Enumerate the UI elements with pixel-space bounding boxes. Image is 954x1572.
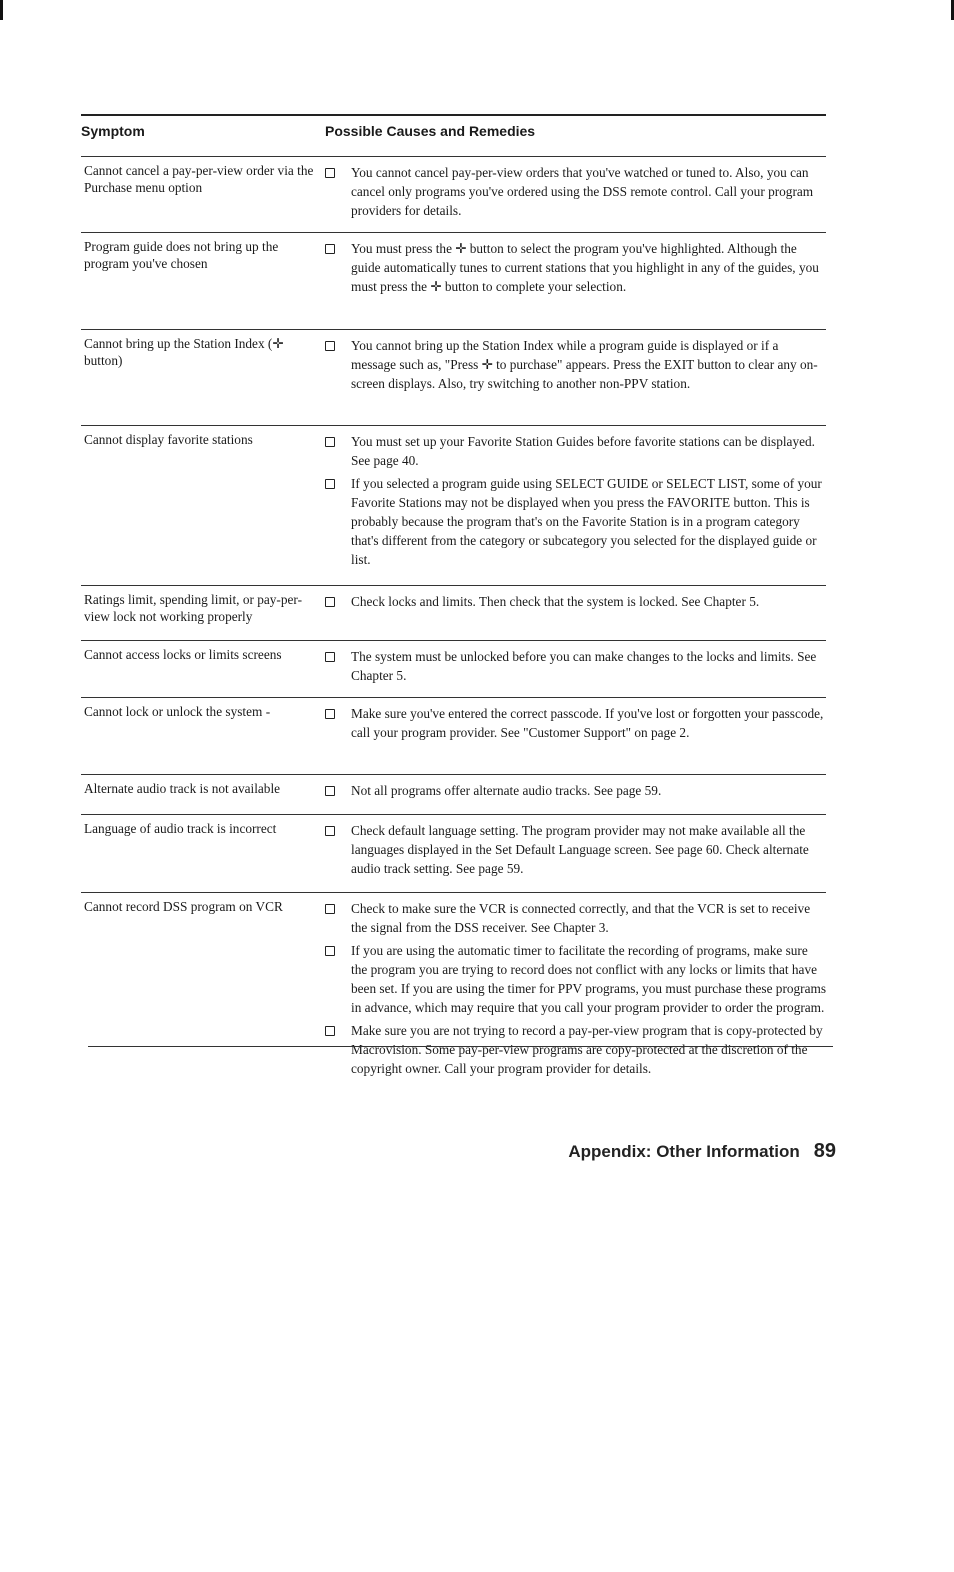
checkbox-bullet-icon — [325, 652, 335, 662]
remedies-list — [325, 821, 826, 892]
symptom-header: Symptom — [81, 123, 145, 139]
table-body — [81, 156, 826, 1122]
checkbox-bullet-icon — [325, 437, 335, 447]
table-bottom-rule — [88, 1046, 833, 1047]
checkbox-bullet-icon — [325, 904, 335, 914]
symptom-text: Program guide does not bring up the program you've chosen — [84, 239, 279, 271]
remedy-item — [325, 941, 826, 1017]
remedy-text: You must set up your Favorite Station Guides before favorite stations can be displayed. See page 40. — [351, 434, 815, 468]
table-row — [81, 585, 826, 640]
checkbox-bullet-icon — [325, 826, 335, 836]
causes-header: Possible Causes and Remedies — [325, 123, 536, 139]
symptom-text: Ratings limit, spending limit, or pay-per-view lock not working properly — [84, 592, 302, 624]
page-number: 89 — [813, 1140, 836, 1162]
table-row — [81, 329, 826, 425]
table-row — [81, 232, 826, 329]
symptom-text: Cannot bring up the Station Index (✛ button) — [84, 336, 284, 368]
checkbox-bullet-icon — [325, 341, 335, 351]
symptom-text: Cannot lock or unlock the system - — [84, 704, 271, 719]
checkbox-bullet-icon — [325, 597, 335, 607]
remedy-item — [325, 704, 826, 742]
remedies-list — [325, 899, 826, 1122]
table-row — [81, 892, 826, 1122]
table-header — [81, 114, 826, 156]
remedy-text: The system must be unlocked before you can make changes to the locks and limits. See Chapter 5. — [351, 649, 817, 683]
table-row — [81, 425, 826, 585]
page-edge-mark — [0, 0, 3, 20]
symptom-text: Cannot display favorite stations — [84, 432, 253, 447]
table-row — [81, 774, 826, 814]
table-row — [81, 156, 826, 232]
remedies-list — [325, 647, 826, 697]
remedies-list — [325, 432, 826, 585]
troubleshooting-table — [81, 114, 826, 1122]
remedy-item — [325, 239, 826, 296]
symptom-text: Cannot cancel a pay-per-view order via the Purchase menu option — [84, 163, 314, 195]
remedies-list — [325, 336, 826, 425]
remedy-text: Not all programs offer alternate audio tracks. See page 59. — [351, 783, 662, 798]
checkbox-bullet-icon — [325, 1026, 335, 1036]
remedy-text: Check to make sure the VCR is connected correctly, and that the VCR is set to receive the signal from the DSS receiver. See Chapter 3. — [351, 901, 811, 935]
remedy-item — [325, 899, 826, 937]
checkbox-bullet-icon — [325, 946, 335, 956]
symptom-text: Alternate audio track is not available — [84, 781, 281, 796]
table-row — [81, 697, 826, 774]
symptom-text: Cannot record DSS program on VCR — [84, 899, 283, 914]
checkbox-bullet-icon — [325, 479, 335, 489]
remedy-item — [325, 432, 826, 470]
checkbox-bullet-icon — [325, 786, 335, 796]
remedy-text: If you are using the automatic timer to facilitate the recording of programs, make sure the program you are trying to record does not conflict with any locks or limits that have been set. If you are using the timer for PPV programs, you must purchase these programs in advance, which may require that you call your program provider to order the program. — [351, 943, 827, 1015]
remedy-text: Make sure you are not trying to record a pay-per-view program that is copy-protected by Macrovision. Some pay-per-view programs are copy-protected at the discretion of the copyright owner. Call your program provider for details. — [351, 1023, 823, 1076]
symptom-text: Cannot access locks or limits screens — [84, 647, 282, 662]
remedies-list — [325, 163, 826, 232]
remedy-text: Check default language setting. The program provider may not make available all the languages displayed in the Set Default Language screen. See page 60. Check alternate audio track setting. See page 59. — [351, 823, 809, 876]
remedy-item — [325, 474, 826, 569]
remedies-list — [325, 704, 826, 774]
remedy-text: If you selected a program guide using SELECT GUIDE or SELECT LIST, some of your Favorite Stations may not be displayed when you press the FAVORITE button. This is probably because the program that's on the Favorite Station is in a program category that's different from the category or subcategory you selected for the displayed guide or list. — [351, 476, 822, 567]
remedy-item — [325, 821, 826, 878]
symptom-text: Language of audio track is incorrect — [84, 821, 277, 836]
remedy-text: You cannot bring up the Station Index while a program guide is displayed or if a message such as, "Press ✛ to purchase" appears. Press the EXIT button to clear any on-screen displays. Also, try switching to another non-PPV station. — [351, 338, 818, 391]
remedy-item — [325, 647, 826, 685]
remedies-list — [325, 592, 826, 640]
page-footer — [568, 1140, 836, 1163]
table-row — [81, 814, 826, 892]
checkbox-bullet-icon — [325, 168, 335, 178]
remedies-list — [325, 781, 826, 814]
checkbox-bullet-icon — [325, 244, 335, 254]
table-row — [81, 640, 826, 697]
remedy-item — [325, 336, 826, 393]
remedy-text: Make sure you've entered the correct passcode. If you've lost or forgotten your passcode, call your program provider. See "Customer Support" on page 2. — [351, 706, 824, 740]
remedy-item — [325, 781, 826, 800]
checkbox-bullet-icon — [325, 709, 335, 719]
remedy-item — [325, 1021, 826, 1078]
remedy-text: Check locks and limits. Then check that the system is locked. See Chapter 5. — [351, 594, 760, 609]
remedy-item — [325, 163, 826, 220]
remedies-list — [325, 239, 826, 329]
remedy-text: You cannot cancel pay-per-view orders that you've watched or tuned to. Also, you can cancel only programs you've ordered using the DSS remote control. Call your program providers for details. — [351, 165, 814, 218]
remedy-text: You must press the ✛ button to select the program you've highlighted. Although the guide automatically tunes to current stations that you highlight in any of the guides, you must press the ✛ button to complete your selection. — [351, 241, 819, 294]
remedy-item — [325, 592, 826, 611]
footer-title: Appendix: Other Information — [568, 1142, 800, 1161]
